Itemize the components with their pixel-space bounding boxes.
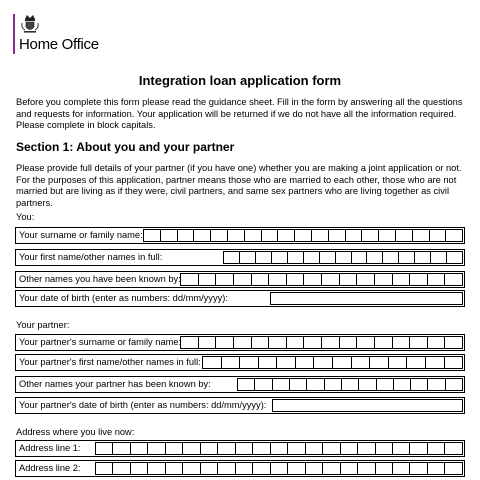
character-box[interactable]	[200, 442, 218, 455]
logo-accent-bar	[13, 14, 15, 54]
character-box[interactable]	[332, 356, 352, 369]
character-box[interactable]	[446, 251, 463, 264]
field-label: Your partner's surname or family name:	[19, 337, 182, 347]
character-box[interactable]	[112, 462, 130, 475]
character-box[interactable]	[351, 251, 368, 264]
character-box[interactable]	[165, 462, 183, 475]
field-label: Your date of birth (enter as numbers: dd/mm/yyyy):	[19, 293, 228, 303]
field-label: Address line 2:	[19, 463, 81, 473]
character-box[interactable]	[341, 378, 359, 391]
character-box[interactable]	[340, 462, 358, 475]
character-box[interactable]	[130, 442, 148, 455]
character-box[interactable]	[251, 336, 270, 349]
character-box[interactable]	[277, 229, 295, 242]
character-box[interactable]	[182, 462, 200, 475]
partner-other-names-row	[15, 376, 465, 393]
field-label: Your partner's date of birth (enter as numbers: dd/mm/yyyy):	[19, 400, 267, 410]
character-box[interactable]	[286, 273, 305, 286]
character-box[interactable]	[322, 462, 340, 475]
field-label: Other names your partner has been known by:	[19, 379, 211, 389]
character-box[interactable]	[272, 378, 290, 391]
character-box[interactable]	[160, 229, 178, 242]
character-box[interactable]	[339, 273, 358, 286]
character-box[interactable]	[429, 229, 447, 242]
character-box[interactable]	[375, 442, 393, 455]
character-box[interactable]	[392, 442, 410, 455]
character-box[interactable]	[294, 229, 312, 242]
character-box[interactable]	[287, 251, 304, 264]
character-box[interactable]	[258, 356, 278, 369]
character-box[interactable]	[382, 251, 399, 264]
section-1-heading: Section 1: About you and your partner	[16, 140, 235, 154]
you-label: You:	[16, 212, 35, 222]
address-line-2-row	[15, 460, 465, 477]
address-line-1-input[interactable]	[96, 442, 463, 455]
character-box[interactable]	[357, 442, 375, 455]
character-box[interactable]	[215, 273, 234, 286]
character-box[interactable]	[427, 462, 445, 475]
character-box[interactable]	[444, 336, 463, 349]
character-box[interactable]	[95, 442, 113, 455]
character-box[interactable]	[289, 378, 307, 391]
character-box[interactable]	[366, 251, 383, 264]
character-box[interactable]	[345, 229, 363, 242]
field-label: Your first name/other names in full:	[19, 252, 163, 262]
character-box[interactable]	[286, 336, 305, 349]
character-box[interactable]	[392, 462, 410, 475]
partner-first-names-input[interactable]	[203, 356, 463, 369]
character-box[interactable]	[215, 336, 234, 349]
character-box[interactable]	[321, 273, 340, 286]
character-box[interactable]	[198, 336, 217, 349]
partner-definition-text: Please provide full details of your partner (if you have one) whether you are making a joint application or not. For the purposes of this application, partner means those who are married to each other, those who are not married but are living as if they were, civil partners, and same sex partners who are living together as civil partners.	[16, 163, 462, 208]
character-box[interactable]	[388, 356, 408, 369]
your-dob-input[interactable]	[270, 292, 463, 305]
character-box[interactable]	[177, 229, 195, 242]
character-box[interactable]	[210, 229, 228, 242]
field-label: Other names you have been known by:	[19, 274, 181, 284]
character-box[interactable]	[369, 356, 389, 369]
character-box[interactable]	[430, 251, 447, 264]
character-box[interactable]	[356, 336, 375, 349]
character-box[interactable]	[444, 356, 464, 369]
character-box[interactable]	[239, 251, 256, 264]
character-box[interactable]	[239, 356, 259, 369]
home-office-logo	[13, 6, 133, 54]
character-box[interactable]	[306, 378, 324, 391]
partner-first-names-row	[15, 354, 465, 371]
character-box[interactable]	[324, 378, 342, 391]
character-box[interactable]	[445, 378, 463, 391]
your-other-names-row	[15, 271, 465, 288]
character-box[interactable]	[358, 378, 376, 391]
field-label: Address line 1:	[19, 443, 81, 453]
character-box[interactable]	[233, 273, 252, 286]
character-box[interactable]	[112, 442, 130, 455]
partner-surname-input[interactable]	[181, 336, 463, 349]
character-box[interactable]	[339, 336, 358, 349]
character-box[interactable]	[313, 356, 333, 369]
partner-dob-input[interactable]	[272, 399, 463, 412]
character-box[interactable]	[361, 229, 379, 242]
character-box[interactable]	[235, 442, 253, 455]
character-box[interactable]	[445, 229, 463, 242]
character-box[interactable]	[328, 229, 346, 242]
character-box[interactable]	[268, 273, 287, 286]
character-box[interactable]	[393, 378, 411, 391]
character-box[interactable]	[270, 442, 288, 455]
intro-text: Before you complete this form please read the guidance sheet. Fill in the form by answering all the questions and requests for information. Your application will be returned if we do not have all the information required. Please complete in block capitals.	[16, 97, 463, 130]
character-box[interactable]	[444, 442, 462, 455]
field-label: Your surname or family name:	[19, 230, 143, 240]
character-box[interactable]	[252, 462, 270, 475]
character-box[interactable]	[227, 229, 245, 242]
character-box[interactable]	[409, 442, 427, 455]
character-box[interactable]	[235, 462, 253, 475]
character-box[interactable]	[95, 462, 113, 475]
character-box[interactable]	[406, 356, 426, 369]
your-dob-row	[15, 290, 465, 307]
character-box[interactable]	[398, 251, 415, 264]
partner-other-names-input[interactable]	[238, 378, 463, 391]
character-box[interactable]	[233, 336, 252, 349]
character-box[interactable]	[198, 273, 217, 286]
character-box[interactable]	[143, 229, 161, 242]
character-box[interactable]	[200, 462, 218, 475]
character-box[interactable]	[409, 336, 428, 349]
character-box[interactable]	[410, 378, 428, 391]
character-box[interactable]	[287, 462, 305, 475]
character-box[interactable]	[303, 273, 322, 286]
character-box[interactable]	[414, 251, 431, 264]
character-box[interactable]	[295, 356, 315, 369]
character-box[interactable]	[392, 336, 411, 349]
character-box[interactable]	[427, 442, 445, 455]
character-box[interactable]	[444, 273, 463, 286]
character-box[interactable]	[444, 462, 462, 475]
your-surname-input[interactable]	[144, 229, 463, 242]
character-box[interactable]	[409, 462, 427, 475]
character-box[interactable]	[251, 273, 270, 286]
character-box[interactable]	[340, 442, 358, 455]
character-box[interactable]	[276, 356, 296, 369]
character-box[interactable]	[130, 462, 148, 475]
character-box[interactable]	[268, 336, 287, 349]
character-box[interactable]	[395, 229, 413, 242]
form-title: Integration loan application form	[138, 73, 342, 88]
character-box[interactable]	[237, 378, 255, 391]
character-box[interactable]	[271, 251, 288, 264]
character-box[interactable]	[270, 462, 288, 475]
character-box[interactable]	[376, 378, 394, 391]
character-box[interactable]	[202, 356, 222, 369]
character-box[interactable]	[217, 462, 235, 475]
character-box[interactable]	[261, 229, 279, 242]
character-box[interactable]	[351, 356, 371, 369]
character-box[interactable]	[322, 442, 340, 455]
character-box[interactable]	[303, 251, 320, 264]
your-surname-row	[15, 227, 465, 244]
character-box[interactable]	[427, 378, 445, 391]
character-box[interactable]	[319, 251, 336, 264]
character-box[interactable]	[321, 336, 340, 349]
character-box[interactable]	[412, 229, 430, 242]
character-box[interactable]	[147, 442, 165, 455]
character-box[interactable]	[427, 336, 446, 349]
character-box[interactable]	[165, 442, 183, 455]
character-box[interactable]	[392, 273, 411, 286]
character-box[interactable]	[335, 251, 352, 264]
character-box[interactable]	[305, 462, 323, 475]
character-box[interactable]	[217, 442, 235, 455]
your-other-names-input[interactable]	[181, 273, 463, 286]
character-box[interactable]	[311, 229, 329, 242]
character-box[interactable]	[357, 462, 375, 475]
character-box[interactable]	[180, 336, 199, 349]
character-box[interactable]	[356, 273, 375, 286]
character-box[interactable]	[255, 251, 272, 264]
field-label: Your partner's first name/other names in full:	[19, 357, 201, 367]
character-box[interactable]	[287, 442, 305, 455]
your-first-names-row	[15, 249, 465, 266]
address-line-2-input[interactable]	[96, 462, 463, 475]
royal-crest-icon	[19, 12, 41, 34]
character-box[interactable]	[254, 378, 272, 391]
partner-label: Your partner:	[16, 320, 70, 330]
character-box[interactable]	[147, 462, 165, 475]
character-box[interactable]	[375, 462, 393, 475]
character-box[interactable]	[182, 442, 200, 455]
character-box[interactable]	[193, 229, 211, 242]
address-line-1-row	[15, 440, 465, 457]
character-box[interactable]	[378, 229, 396, 242]
character-box[interactable]	[244, 229, 262, 242]
character-box[interactable]	[374, 273, 393, 286]
character-box[interactable]	[252, 442, 270, 455]
character-box[interactable]	[305, 442, 323, 455]
partner-dob-row	[15, 397, 465, 414]
brand-text: Home Office	[19, 36, 99, 53]
address-label: Address where you live now:	[16, 427, 135, 437]
character-box[interactable]	[303, 336, 322, 349]
character-box[interactable]	[180, 273, 199, 286]
character-box[interactable]	[374, 336, 393, 349]
character-box[interactable]	[425, 356, 445, 369]
your-first-names-input[interactable]	[224, 251, 463, 264]
character-box[interactable]	[221, 356, 241, 369]
partner-surname-row	[15, 334, 465, 351]
character-box[interactable]	[427, 273, 446, 286]
character-box[interactable]	[409, 273, 428, 286]
character-box[interactable]	[223, 251, 240, 264]
